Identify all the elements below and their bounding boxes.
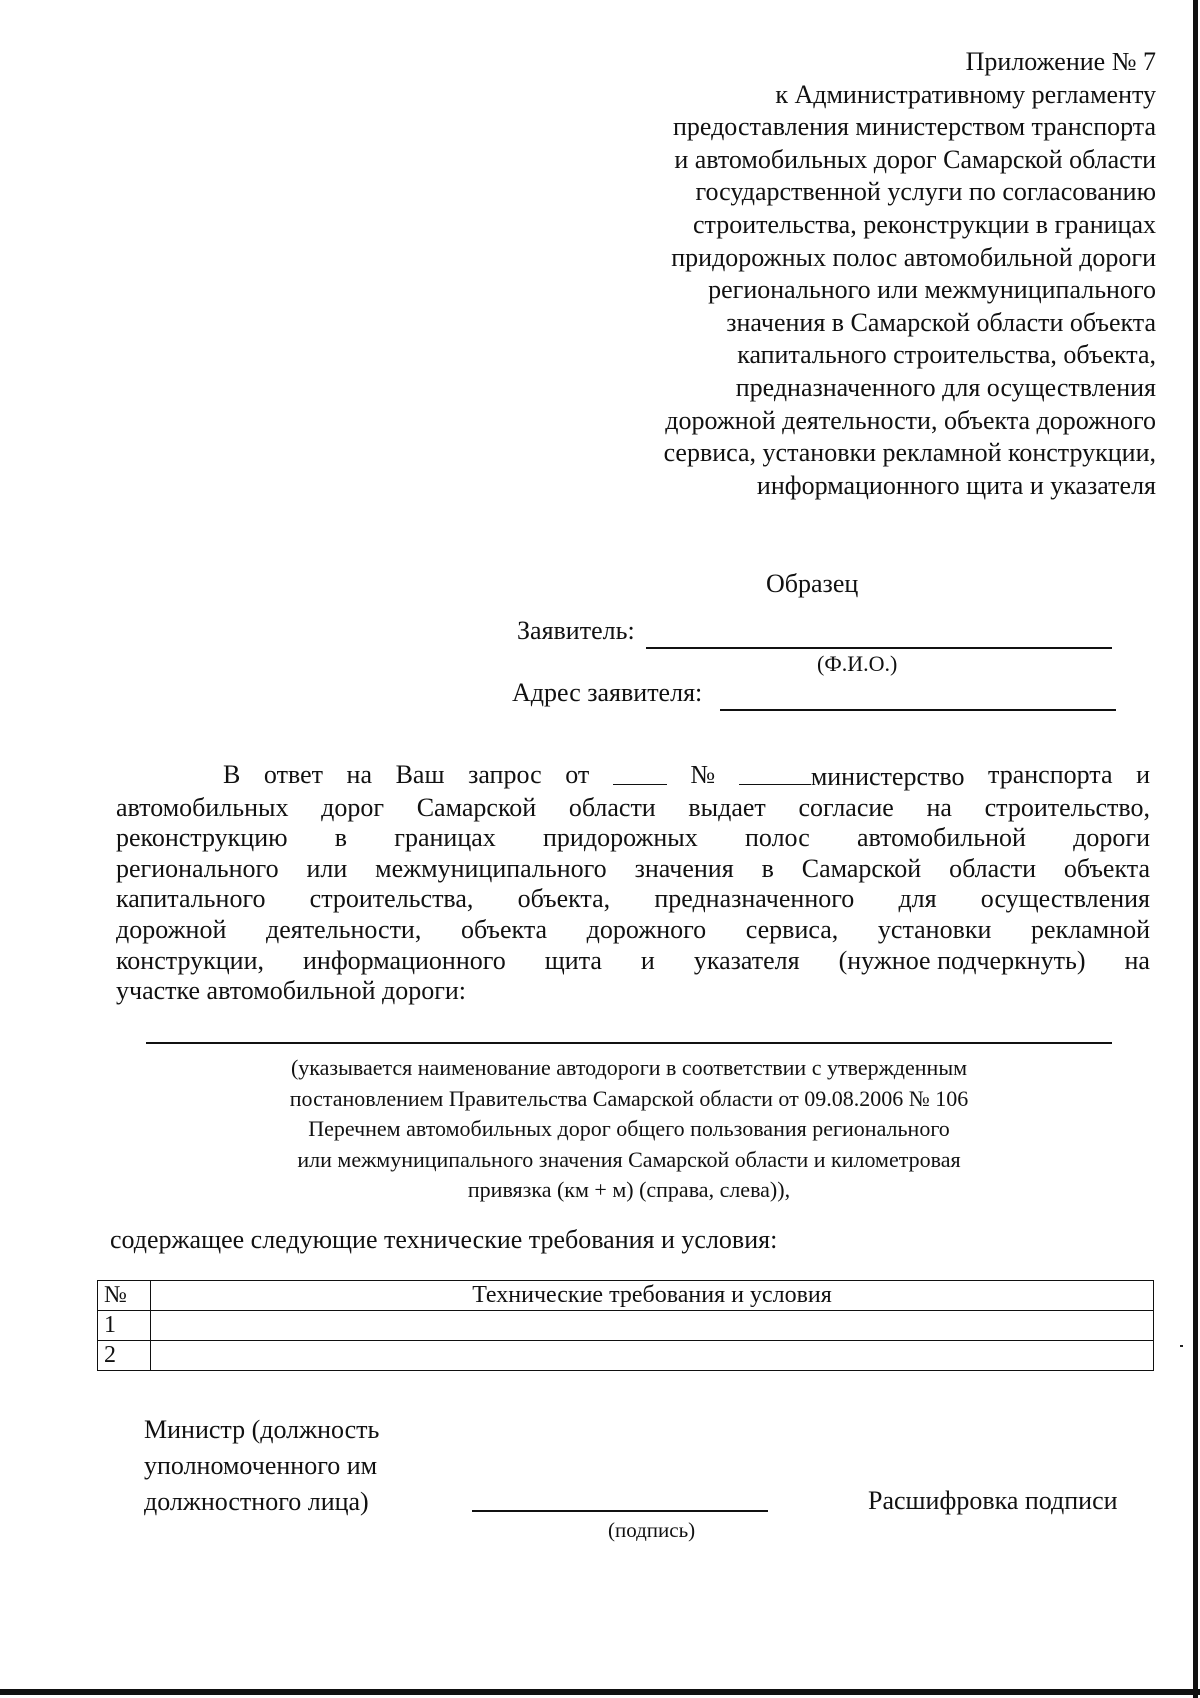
requirements-intro: содержащее следующие технические требования и условия: — [110, 1225, 778, 1254]
road-note-line: постановлением Правительства Самарской области от 09.08.2006 № 106 — [289, 1085, 969, 1111]
appendix-line: и автомобильных дорог Самарской области — [674, 144, 1156, 174]
address-field[interactable] — [720, 709, 1116, 711]
body-line: участке автомобильной дороги: — [116, 976, 467, 1006]
road-note-line: или межмуниципального значения Самарской области и километровая — [297, 1146, 961, 1172]
body-line: реконструкцию в границах придорожных полос автомобильной дороги — [116, 823, 1150, 853]
appendix-line: предоставления министерством транспорта — [672, 112, 1156, 142]
column-header-requirements: Технические требования и условия — [151, 1281, 1154, 1311]
sample-title: Образец — [766, 569, 859, 598]
appendix-line: капитального строительства, объекта, — [737, 340, 1156, 370]
column-header-number: № — [98, 1281, 151, 1311]
road-name-field[interactable] — [146, 1042, 1112, 1044]
body-line: В ответ на Ваш запрос от № министерство транспорта и — [223, 760, 1150, 791]
body-paragraph — [116, 760, 1150, 1007]
table-row — [98, 1341, 1154, 1371]
signer-title — [144, 1412, 379, 1520]
road-note-line: привязка (км + м) (справа, слева)), — [467, 1177, 791, 1203]
road-note — [146, 1053, 1112, 1206]
appendix-line: дорожной деятельности, объекта дорожного — [665, 405, 1156, 435]
appendix-line: к Административному регламенту — [775, 79, 1156, 109]
row-number-cell: 1 — [98, 1311, 151, 1341]
body-line: капитального строительства, объекта, предназначенного для осуществления — [116, 884, 1150, 914]
appendix-line: информационного щита и указателя — [756, 470, 1156, 500]
signer-title-line: должностного лица) — [144, 1487, 369, 1516]
number-sign: № — [690, 760, 716, 789]
requirements-table — [97, 1280, 1154, 1371]
road-note-line: Перечнем автомобильных дорог общего пользования регионального — [308, 1116, 950, 1142]
requirement-cell[interactable] — [151, 1341, 1154, 1371]
table-header-row — [98, 1281, 1154, 1311]
signer-title-line: уполномоченного им — [144, 1451, 378, 1480]
request-number-field[interactable] — [739, 760, 811, 785]
road-note-line: (указывается наименование автодороги в соответствии с утвержденным — [290, 1055, 968, 1080]
appendix-line: Приложение № 7 — [965, 47, 1156, 76]
body-line: регионального или межмуниципального значения в Самарской области объекта — [116, 853, 1150, 883]
appendix-line: государственной услуги по согласованию — [695, 177, 1156, 207]
appendix-header — [596, 46, 1156, 502]
signer-title-line: Министр (должность — [144, 1415, 380, 1444]
body-line: автомобильных дорог Самарской области выдает согласие на строительство, — [116, 792, 1150, 822]
applicant-name-field[interactable] — [646, 647, 1112, 649]
body-line: конструкции, информационного щита и указателя (нужное подчеркнуть) на — [116, 945, 1150, 975]
applicant-label: Заявитель: — [517, 616, 635, 645]
request-date-field[interactable] — [613, 760, 667, 785]
requirement-cell[interactable] — [151, 1311, 1154, 1341]
scan-edge-right — [1193, 0, 1198, 1698]
appendix-line: сервиса, установки рекламной конструкции, — [663, 438, 1156, 468]
address-row — [512, 677, 702, 709]
signature-caption: (подпись) — [608, 1518, 696, 1542]
body-line: дорожной деятельности, объекта дорожного сервиса, установки рекламной — [116, 914, 1150, 944]
scan-speck — [1180, 1345, 1183, 1347]
appendix-line: регионального или межмуниципального — [708, 275, 1156, 305]
applicant-row — [517, 615, 635, 647]
applicant-name-caption: (Ф.И.О.) — [817, 651, 898, 676]
signature-field[interactable] — [472, 1510, 768, 1512]
appendix-line: предназначенного для осуществления — [735, 372, 1156, 402]
row-number-cell: 2 — [98, 1341, 151, 1371]
signature-decode-label: Расшифровка подписи — [868, 1486, 1118, 1515]
table-row — [98, 1311, 1154, 1341]
appendix-line: значения в Самарской области объекта — [726, 307, 1156, 337]
scan-edge-bottom — [0, 1689, 1200, 1695]
appendix-line: придорожных полос автомобильной дороги — [671, 242, 1156, 272]
appendix-line: строительства, реконструкции в границах — [692, 209, 1156, 239]
address-label: Адрес заявителя: — [512, 678, 703, 707]
